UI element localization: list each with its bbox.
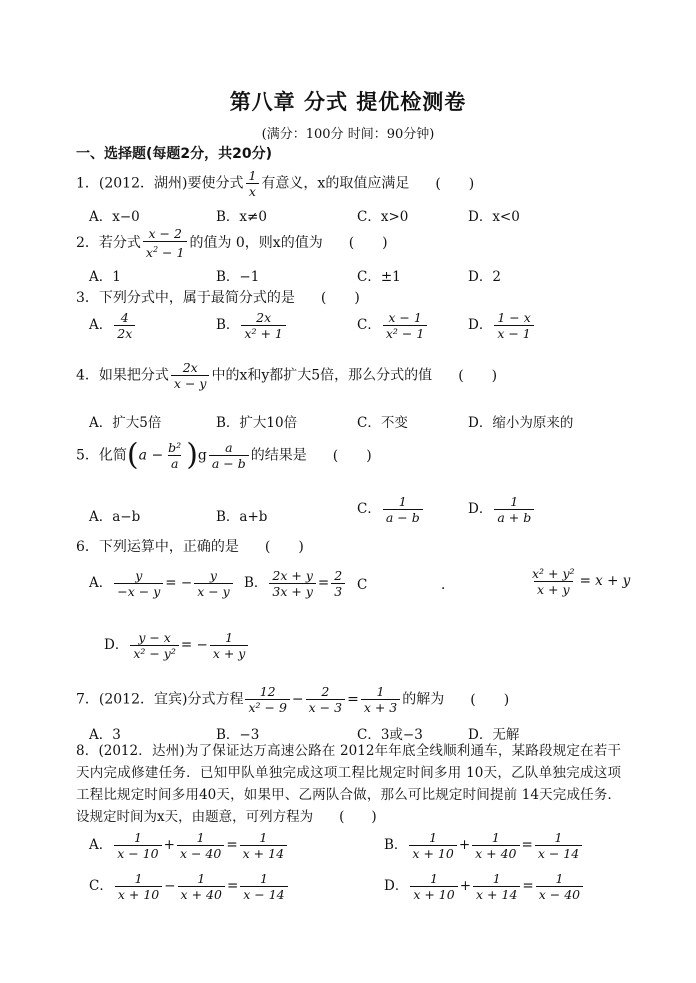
q4-option-a[interactable]: A．扩大5倍: [89, 415, 162, 431]
q2-fraction: [143, 226, 188, 260]
q8-d-f1: [410, 871, 457, 902]
q6-b-eq: =: [317, 575, 330, 591]
q2-answer-paren[interactable]: ( ): [348, 235, 388, 252]
q3-option-c[interactable]: [357, 310, 429, 341]
q8-a-f1: [114, 830, 161, 861]
q6-a-right: [194, 568, 233, 599]
q6-option-c-dot: .: [441, 577, 446, 593]
q8-c-f2: [178, 871, 225, 902]
q7-fraction-2: [306, 684, 345, 715]
q8-a-f3-den: x + 14: [240, 845, 287, 861]
q8-a-op2: =: [226, 837, 238, 853]
q4-option-b[interactable]: B．扩大10倍: [216, 415, 298, 431]
q8-c-f3: [240, 871, 287, 902]
q6-b-l-den: 3x + y: [269, 583, 316, 599]
q7-fraction-3: [361, 684, 400, 715]
q5-stem-b: 的结果是: [250, 447, 307, 464]
q3-answer-paren[interactable]: ( ): [320, 290, 360, 306]
q7-option-d[interactable]: D．无解: [468, 727, 520, 743]
q8-a-f3-num: 1: [259, 830, 268, 845]
q6-b-l-num: 2x + y: [272, 568, 313, 583]
q5-c-label: C．: [357, 501, 381, 517]
q7-fraction-1: [245, 684, 289, 715]
q7-stem-b: 的解为: [402, 691, 445, 708]
q6-stem: 6．下列运算中，正确的是: [76, 539, 239, 555]
q2-stem-a: 2．若分式: [76, 235, 141, 252]
question-2: [76, 226, 388, 260]
q5-option-c[interactable]: [357, 494, 425, 525]
q7-f1-den: x² − 9: [245, 699, 289, 715]
q6-c-num: x² + y²: [532, 566, 575, 581]
q5-d-den: a + b: [494, 509, 534, 525]
q6-b-left: [269, 568, 316, 599]
q1-stem-b: 有意义，x的取值应满足: [261, 175, 410, 192]
q8-b-f2-den: x + 40: [472, 845, 519, 861]
q3-b-fraction: [241, 310, 285, 341]
q3-c-den: x² − 1: [383, 325, 427, 341]
q6-b-label: B．: [244, 575, 268, 591]
page-subtitle: (满分：100分 时间：90分钟): [261, 127, 435, 142]
q3-c-fraction: [383, 310, 427, 341]
q6-d-right: [210, 630, 249, 661]
q8-d-label: D．: [384, 878, 409, 894]
q6-a-r-den: x − y: [194, 583, 233, 599]
q8-d-f1-den: x + 10: [410, 886, 457, 902]
q2-den-base: x: [145, 245, 153, 261]
q8-a-f2: [177, 830, 224, 861]
q5-option-a[interactable]: A．a−b: [89, 509, 141, 525]
q6-option-d[interactable]: [104, 630, 250, 661]
q3-a-fraction: [114, 310, 135, 341]
q8-c-f1-num: 1: [134, 871, 143, 886]
q8-d-f2: [473, 871, 520, 902]
q7-eq: =: [347, 691, 359, 708]
q8-b-op2: =: [521, 837, 533, 853]
q6-d-l-den: x² − y²: [130, 645, 179, 661]
q8-option-d[interactable]: [384, 871, 585, 902]
q3-d-den: x − 1: [494, 325, 533, 341]
q8-d-f3-num: 1: [555, 871, 564, 886]
q8-a-f1-num: 1: [133, 830, 142, 845]
q5-left-paren: (: [126, 437, 139, 473]
question-6: [76, 536, 304, 556]
q5-expr-a: a −: [138, 447, 164, 464]
q8-c-f1-den: x + 10: [115, 886, 162, 902]
q6-option-c[interactable]: [527, 566, 630, 597]
q2-den-sup: 2: [152, 245, 159, 254]
q6-option-b[interactable]: [244, 568, 347, 599]
q5-stem-a: 5．化简: [76, 447, 127, 464]
q6-b-right: [331, 568, 345, 599]
q1-option-d[interactable]: D．x<0: [468, 209, 520, 225]
q8-c-f2-den: x + 40: [178, 886, 225, 902]
q5-f1-den: a: [168, 455, 181, 471]
q7-option-a[interactable]: A．3: [89, 727, 121, 743]
q1-frac-num: 1: [248, 168, 257, 183]
q6-a-eq: = −: [165, 575, 193, 591]
q8-c-label: C．: [89, 878, 113, 894]
q3-c-num: x − 1: [388, 310, 422, 325]
q6-a-label: A．: [89, 575, 113, 591]
q1-option-c[interactable]: C．x>0: [357, 209, 409, 225]
q7-f1-num: 12: [259, 684, 276, 699]
question-5: [76, 437, 372, 473]
question-4: [76, 360, 497, 391]
q8-d-f3-den: x − 40: [536, 886, 583, 902]
q7-f3-num: 1: [376, 684, 385, 699]
question-7: [76, 684, 509, 715]
q6-a-l-num: y: [135, 568, 143, 583]
q8-a-op1: +: [163, 837, 175, 853]
q6-a-r-num: y: [209, 568, 217, 583]
q6-d-label: D．: [104, 637, 129, 653]
q4-stem-a: 4．如果把分式: [76, 367, 169, 384]
q5-f1-num: b²: [168, 440, 182, 455]
q8-a-label: A．: [89, 837, 113, 853]
q7-minus: −: [291, 691, 304, 708]
q3-a-den: 2x: [114, 325, 135, 341]
q2-frac-num: x − 2: [148, 226, 182, 241]
q6-c-fraction: [529, 566, 578, 597]
q8-b-f3-den: x − 14: [535, 845, 582, 861]
q7-option-c[interactable]: C．3或−3: [357, 727, 423, 743]
q5-fraction-1: [165, 440, 184, 471]
question-1: [76, 168, 474, 199]
q3-a-num: 4: [120, 310, 129, 325]
q4-option-d[interactable]: D．缩小为原来的: [468, 415, 574, 431]
q7-f2-num: 2: [321, 684, 330, 699]
page-title: 第八章 分式 提优检测卷: [229, 90, 467, 114]
q5-f2-num: a: [225, 440, 233, 455]
q3-c-label: C．: [357, 317, 381, 333]
q5-c-num: 1: [398, 494, 407, 509]
q5-right-paren: ): [186, 437, 198, 473]
q8-d-f3: [536, 871, 583, 902]
q8-b-op1: +: [458, 837, 471, 853]
q5-option-d[interactable]: [468, 494, 536, 525]
q5-d-label: D．: [468, 501, 493, 517]
q5-c-den: a − b: [383, 509, 423, 525]
q8-b-f2: [472, 830, 519, 861]
q3-option-a[interactable]: [89, 310, 137, 341]
q7-f3-den: x + 3: [361, 699, 400, 715]
q6-d-eq: = −: [180, 637, 208, 653]
q8-c-f2-num: 1: [197, 871, 206, 886]
q6-option-c-label[interactable]: C: [357, 577, 368, 593]
q4-stem-b: 中的x和y都扩大5倍，那么分式的值: [211, 367, 433, 384]
q8-c-f3-num: 1: [259, 871, 268, 886]
q5-d-fraction: [494, 494, 534, 525]
q8-d-f2-num: 1: [492, 871, 501, 886]
q2-option-c[interactable]: C．±1: [357, 269, 401, 285]
q2-option-b[interactable]: B．−1: [216, 269, 260, 285]
q3-option-b[interactable]: [216, 310, 288, 341]
q6-a-l-den: −x − y: [114, 583, 163, 599]
q3-b-num: 2x: [256, 310, 272, 325]
q5-fraction-2: [209, 440, 249, 471]
q7-f2-den: x − 3: [306, 699, 345, 715]
q3-d-num: 1 − x: [497, 310, 531, 325]
q1-option-a[interactable]: A．x−0: [89, 209, 140, 225]
q6-b-r-den: 3: [331, 583, 345, 599]
q7-answer-paren[interactable]: ( ): [470, 691, 510, 708]
q3-stem: 3．下列分式中，属于最简分式的是: [76, 290, 295, 306]
q8-d-op2: =: [522, 878, 534, 894]
q6-d-r-num: 1: [225, 630, 234, 645]
q2-option-d[interactable]: D．2: [468, 269, 501, 285]
q4-frac-den: x − y: [171, 375, 210, 391]
q6-d-r-den: x + y: [210, 645, 249, 661]
q8-option-c[interactable]: [89, 871, 290, 902]
q6-option-a[interactable]: [89, 568, 235, 599]
q8-c-f1: [115, 871, 162, 902]
section-heading: 一、选择题(每题2分，共20分): [76, 146, 273, 162]
q7-stem-a: 7．(2012．宜宾)分式方程: [76, 691, 244, 708]
q8-b-f1: [409, 830, 456, 861]
q5-answer-paren[interactable]: ( ): [332, 447, 372, 464]
q1-option-b[interactable]: B．x≠0: [216, 209, 267, 225]
q8-c-op2: =: [226, 878, 239, 894]
q5-f2-den: a − b: [209, 455, 249, 471]
q1-answer-paren[interactable]: ( ): [435, 175, 475, 192]
q8-b-f3-num: 1: [554, 830, 563, 845]
q1-frac-den: x: [246, 183, 259, 199]
q5-option-b[interactable]: B．a+b: [216, 509, 268, 525]
q6-c-rhs: = x + y: [579, 573, 631, 589]
q8-b-f3: [535, 830, 582, 861]
q8-a-f2-num: 1: [196, 830, 205, 845]
q8-text: 8．(2012．达州)为了保证达万高速公路在 2012年年底全线顺利通车，某路段规定在若干天内完成修建任务．已知甲队单独完成这项工程比规定时间多用 10天，乙队单独完成这项工程比规定时间多用40天，如果甲、乙两队合做，那么可比规定时间提前 14天完成任务．设规定时间为x天，由题意，可列方程为: [76, 743, 621, 825]
q4-option-c[interactable]: C．不变: [357, 415, 408, 431]
question-3: [76, 287, 360, 307]
q8-b-label: B．: [384, 837, 408, 853]
q4-fraction: [171, 360, 210, 391]
q6-c-den: x + y: [534, 581, 573, 597]
q6-d-l-num: y − x: [138, 630, 171, 645]
q3-b-label: B．: [216, 317, 240, 333]
q2-den-rest: − 1: [158, 245, 185, 261]
q8-a-f3: [240, 830, 287, 861]
q8-b-f1-num: 1: [429, 830, 438, 845]
q3-b-den: x² + 1: [241, 325, 285, 341]
q3-a-label: A．: [89, 317, 113, 333]
q8-a-f1-den: x − 10: [114, 845, 161, 861]
q4-answer-paren[interactable]: ( ): [458, 367, 498, 384]
q6-d-left: [130, 630, 179, 661]
q8-d-f2-den: x + 14: [473, 886, 520, 902]
q8-b-f2-num: 1: [491, 830, 500, 845]
q1-stem-a: 1．(2012．湖州)要使分式: [76, 175, 244, 192]
q5-c-fraction: [383, 494, 423, 525]
q3-d-fraction: [494, 310, 533, 341]
q6-b-r-num: 2: [334, 568, 343, 583]
q6-a-left: [114, 568, 163, 599]
q8-option-a[interactable]: [89, 830, 289, 861]
q2-stem-b: 的值为 0，则x的值为: [189, 235, 323, 252]
q8-c-op1: −: [164, 878, 176, 894]
q1-fraction: [245, 168, 259, 199]
q3-d-label: D．: [468, 317, 493, 333]
q5-d-num: 1: [510, 494, 519, 509]
q2-option-a[interactable]: A．1: [89, 269, 121, 285]
q8-option-b[interactable]: [384, 830, 584, 861]
q4-frac-num: 2x: [182, 360, 198, 375]
q5-dot: g: [197, 447, 207, 464]
q8-b-f1-den: x + 10: [409, 845, 456, 861]
q8-d-op1: +: [459, 878, 472, 894]
q7-option-b[interactable]: B．−3: [216, 727, 260, 743]
q2-frac-den: [143, 241, 188, 260]
q8-d-f1-num: 1: [430, 871, 438, 886]
q3-option-d[interactable]: [468, 310, 536, 341]
question-8: [76, 740, 621, 828]
q8-answer-paren[interactable]: ( ): [339, 809, 377, 825]
q8-a-f2-den: x − 40: [177, 845, 224, 861]
q6-answer-paren[interactable]: ( ): [264, 539, 304, 555]
q8-c-f3-den: x − 14: [240, 886, 287, 902]
